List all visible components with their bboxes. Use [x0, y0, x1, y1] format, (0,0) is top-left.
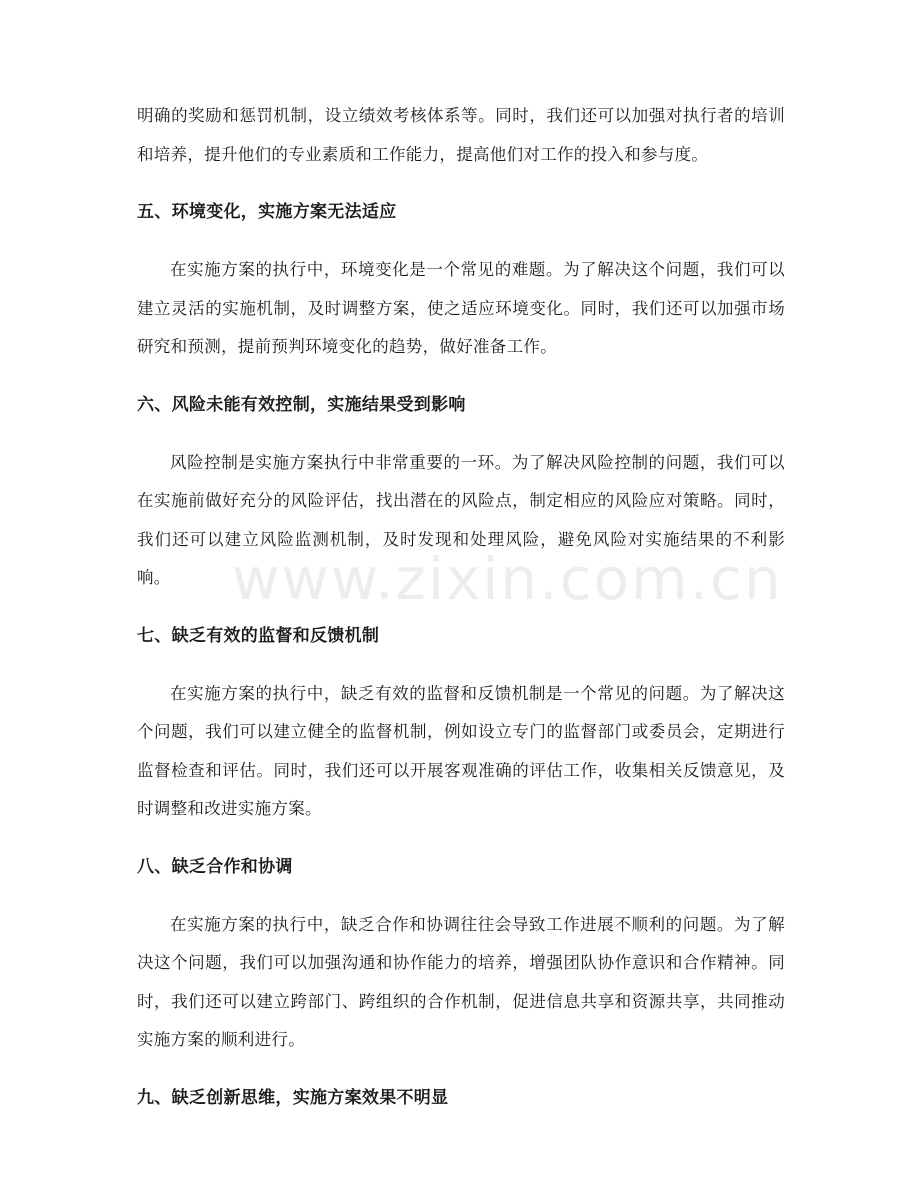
paragraph-section-7: 在实施方案的执行中，缺乏有效的监督和反馈机制是一个常见的问题。为了解决这个问题，我们可以建立健全的监督机制，例如设立专门的监督部门或委员会，定期进行监督检查和评估。同时，我们还可以开展客观准确的评估工作，收集相关反馈意见，及时调整和改进实施方案。 — [137, 683, 785, 818]
section-heading-6: 六、风险未能有效控制，实施结果受到影响 — [137, 394, 466, 415]
section-heading-8: 八、缺乏合作和协调 — [137, 856, 293, 877]
paragraph-section-6: 风险控制是实施方案执行中非常重要的一环。为了解决风险控制的问题，我们可以在实施前做好充分的风险评估，找出潜在的风险点，制定相应的风险应对策略。同时，我们还可以建立风险监测机制，及时发现和处理风险，避免风险对实施结果的不利影响。 — [137, 452, 785, 587]
section-heading-7: 七、缺乏有效的监督和反馈机制 — [137, 625, 380, 646]
section-heading-9: 九、缺乏创新思维，实施方案效果不明显 — [137, 1087, 449, 1108]
paragraph-intro: 明确的奖励和惩罚机制，设立绩效考核体系等。同时，我们还可以加强对执行者的培训和培养，提升他们的专业素质和工作能力，提高他们对工作的投入和参与度。 — [137, 106, 785, 164]
document-body — [137, 97, 785, 1117]
watermark: www.zixin.com.cn — [232, 545, 783, 613]
section-heading-5: 五、环境变化，实施方案无法适应 — [137, 202, 397, 222]
paragraph-section-5: 在实施方案的执行中，环境变化是一个常见的难题。为了解决这个问题，我们可以建立灵活的实施机制，及时调整方案，使之适应环境变化。同时，我们还可以加强市场研究和预测，提前预判环境变化的趋势，做好准备工作。 — [137, 260, 785, 356]
paragraph-section-8: 在实施方案的执行中，缺乏合作和协调往往会导致工作进展不顺利的问题。为了解决这个问题，我们可以加强沟通和协作能力的培养，增强团队协作意识和合作精神。同时，我们还可以建立跨部门、跨组织的合作机制，促进信息共享和资源共享，共同推动实施方案的顺利进行。 — [137, 914, 785, 1049]
